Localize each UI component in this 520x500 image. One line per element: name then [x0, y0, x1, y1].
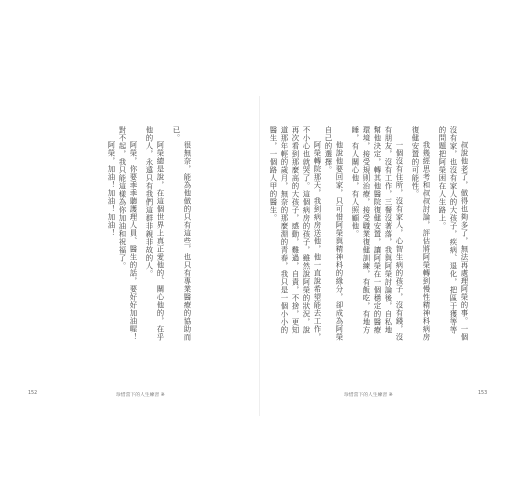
- paragraph: 我幾經思考和叔叔討論，評估將阿榮轉到慢性精神科病房復健安置的可能性。: [411, 126, 431, 341]
- left-page: [21, 96, 260, 416]
- right-page: [260, 96, 499, 416]
- paragraph: 一個沒有住所，沒有家人，心智生病的孩子，沒有錢，沒有朋友，沒有工作，三餐沒著落，我與阿榮討論後，自私地幫他決定，轉其他醫院復健安置，讓阿榮在一個穩定的醫療環境，接受規則治療，接受職業復健訓練，有飯吃，有地方睡，有人關心他，有人照顧他。: [351, 126, 404, 341]
- book-spread: [21, 96, 499, 416]
- paragraph: 阿榮總是說，在這個世界上真正愛他的、關心他的，在乎他的人，永遠只有我們這群非親非故的人。: [145, 126, 165, 341]
- paragraph: 阿榮轉院那天，我到病房送他，他一直說希望能去工作，不小心也就哭了。這個病房的孩子，雖然說阿榮的狀況，說再次看到那麼高的大孩子，感動，難過，自責，不捨，更知道那年輕的歲月，無奈的那麼淵的青春，我只是一個小小的醫生，一個路人甲的醫生。: [269, 126, 322, 341]
- paragraph: 很無奈，能為他做的只有這些，也只有專業醫療的協助而已。: [172, 126, 192, 341]
- paragraph: 他說他要回家，只可惜阿榮與精神科的緣分，卻成為阿榮自己的選擇。: [324, 126, 344, 341]
- left-page-body: [108, 126, 198, 341]
- page-number: 152: [28, 391, 38, 396]
- page-number: 153: [478, 391, 488, 396]
- right-page-body: [269, 126, 475, 341]
- running-title: 珍惜當下的人生練習 ※: [116, 393, 165, 398]
- paragraph: 阿榮，加油！加油！加油！: [107, 140, 116, 237]
- paragraph: 叔說他老了，做得也夠多了，無法再處理阿榮的事。一個沒有家，也沒有家人的大孩子，疾病、退化，把區于獲等等的問題把阿榮困在人生路上。: [438, 126, 469, 341]
- paragraph: 阿榮，你要乖乖聽護理人員、醫生的話，要好好加油喔！對不起，我只能這樣為你加油和祝福了。: [118, 126, 138, 341]
- running-title: 珍惜當下的人生練習 ※: [344, 393, 393, 398]
